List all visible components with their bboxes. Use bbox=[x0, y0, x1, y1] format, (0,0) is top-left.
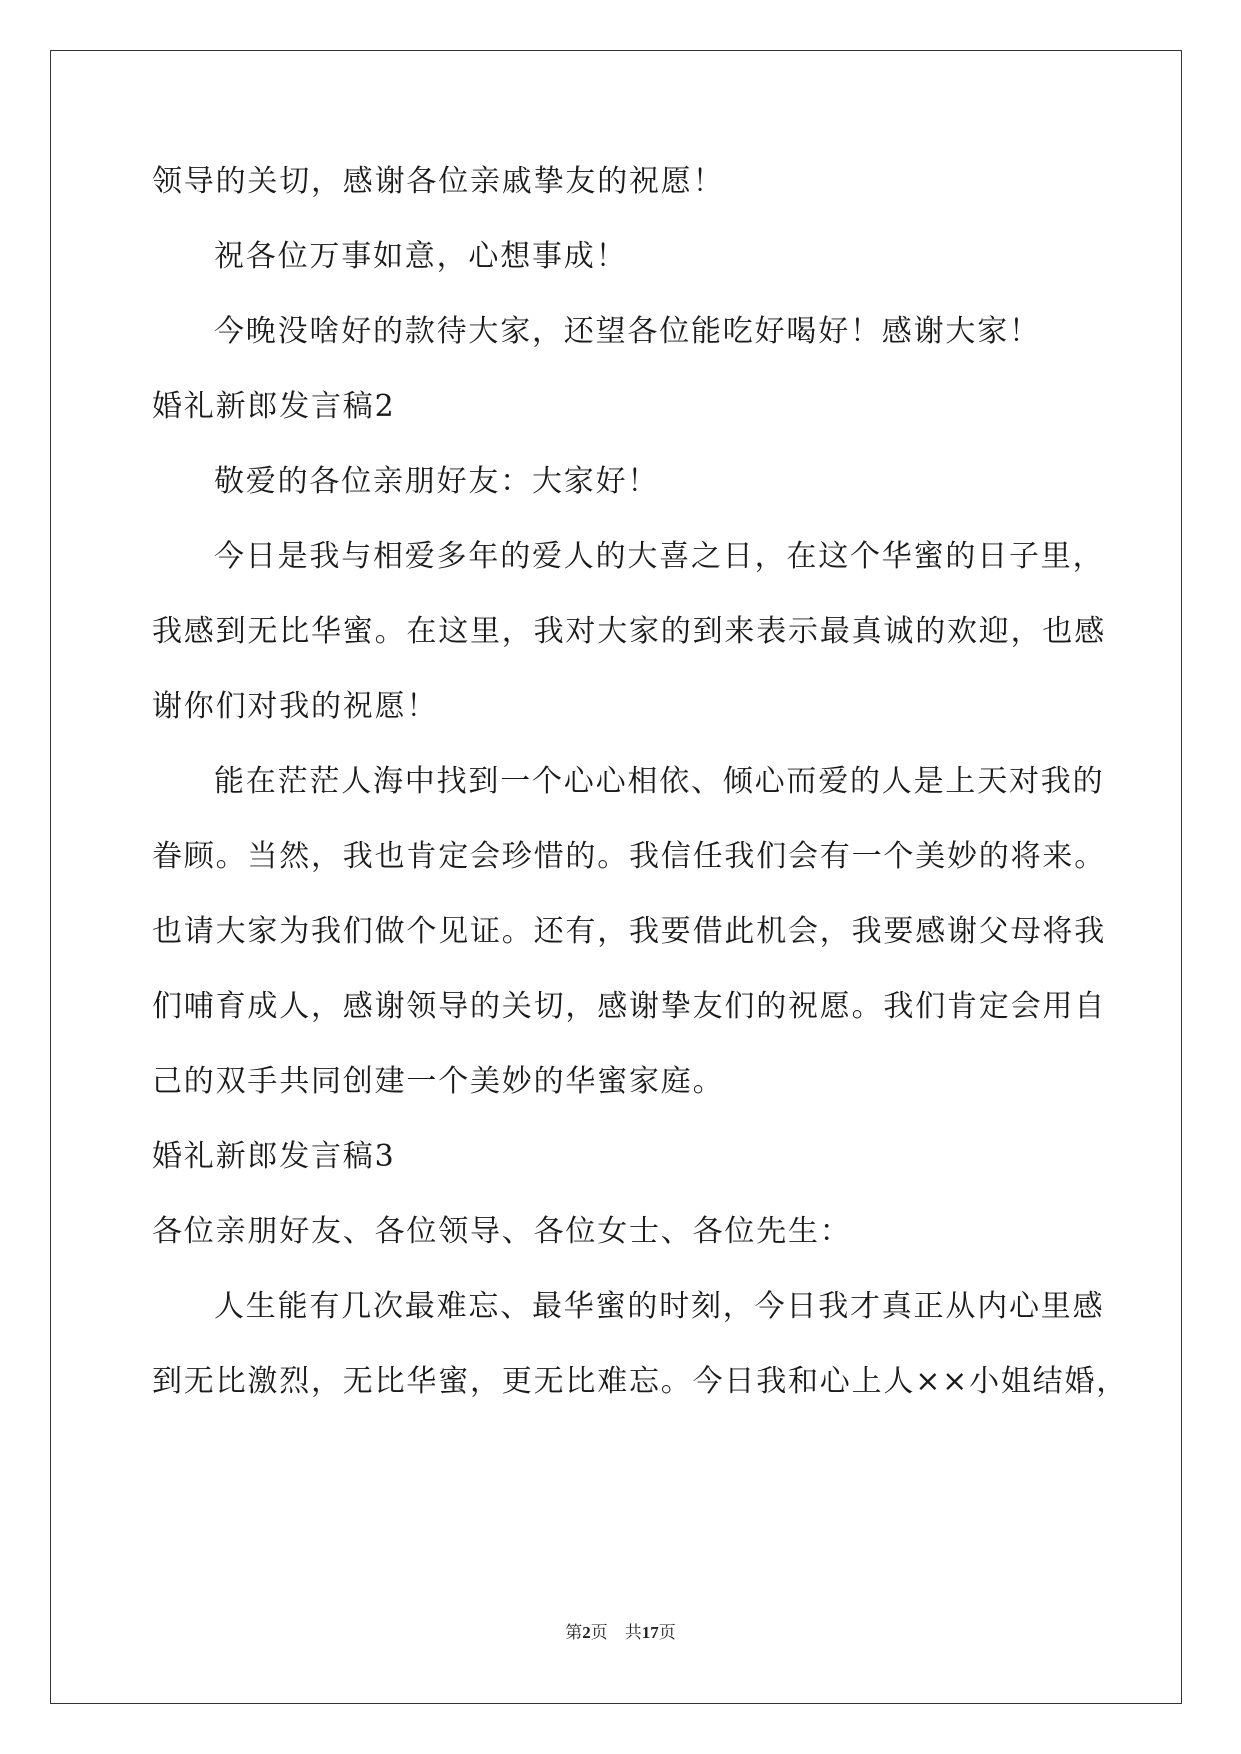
text-line: 领导的关切，感谢各位亲戚挚友的祝愿！ bbox=[152, 164, 725, 199]
section-heading: 婚礼新郎发言稿3 bbox=[152, 1139, 396, 1174]
footer-page-label: 页 bbox=[590, 1623, 608, 1642]
section-heading: 婚礼新郎发言稿2 bbox=[152, 389, 396, 424]
text-line: 眷顾。当然，我也肯定会珍惜的。我信任我们会有一个美妙的将来。 bbox=[152, 839, 1106, 874]
footer-total-pages: 17 bbox=[641, 1623, 659, 1642]
text-line: 也请大家为我们做个见证。还有，我要借此机会，我要感谢父母将我 bbox=[152, 914, 1106, 949]
footer-prefix: 第 bbox=[565, 1623, 583, 1642]
page-border bbox=[50, 50, 1182, 1704]
footer-total-label: 页 bbox=[658, 1623, 676, 1642]
text-line: 谢你们对我的祝愿！ bbox=[152, 689, 439, 724]
text-line: 人生能有几次最难忘、最华蜜的时刻，今日我才真正从内心里感 bbox=[214, 1289, 1105, 1324]
text-line: 今晚没啥好的款待大家，还望各位能吃好喝好！感谢大家！ bbox=[214, 314, 1041, 349]
text-line: 己的双手共同创建一个美妙的华蜜家庭。 bbox=[152, 1064, 725, 1099]
text-line: 敬爱的各位亲朋好友：大家好！ bbox=[214, 464, 660, 499]
text-line: 今日是我与相爱多年的爱人的大喜之日，在这个华蜜的日子里， bbox=[214, 539, 1105, 574]
text-line: 我感到无比华蜜。在这里，我对大家的到来表示最真诚的欢迎，也感 bbox=[152, 614, 1106, 649]
footer-total-prefix: 共 bbox=[624, 1623, 642, 1642]
text-line: 们哺育成人，感谢领导的关切，感谢挚友们的祝愿。我们肯定会用自 bbox=[152, 989, 1106, 1024]
footer-page-number: 2 bbox=[582, 1623, 591, 1642]
text-line: 能在茫茫人海中找到一个心心相依、倾心而爱的人是上天对我的 bbox=[214, 764, 1105, 799]
page-footer bbox=[0, 1618, 1241, 1643]
text-line: 各位亲朋好友、各位领导、各位女士、各位先生： bbox=[152, 1214, 852, 1249]
text-line: 祝各位万事如意，心想事成！ bbox=[214, 239, 628, 274]
text-line: 到无比激烈，无比华蜜，更无比难忘。今日我和心上人××小姐结婚， bbox=[152, 1364, 1129, 1399]
